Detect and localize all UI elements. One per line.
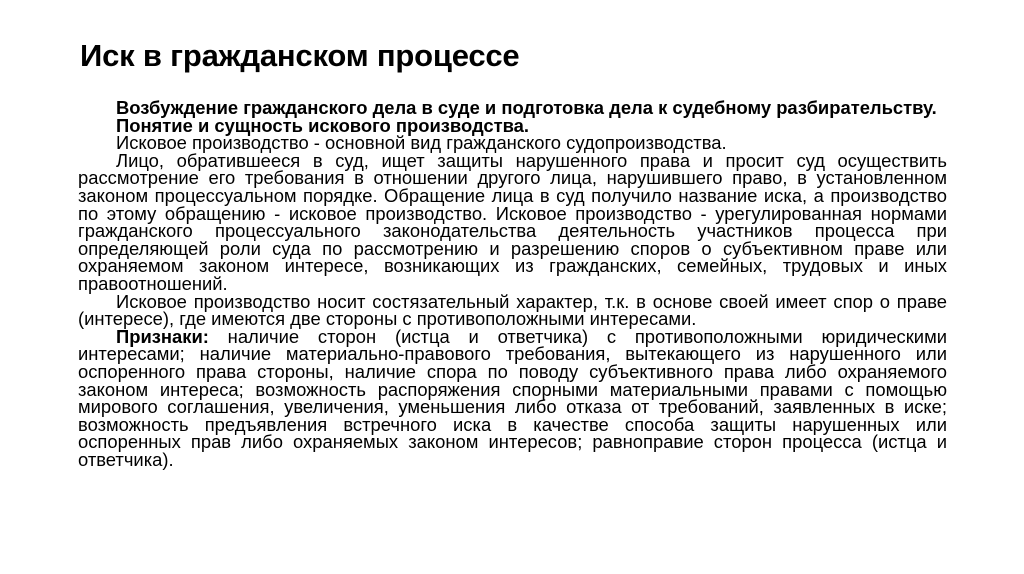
paragraph-main-type: Исковое производство - основной вид гражданского судопроизводства.: [116, 132, 727, 154]
signs-text: наличие сторон (истца и ответчика) с противоположными юридическими интересами; наличие материально-правового требования, вытекающего из нарушенного или оспоренного права стороны, наличие спора по поводу субъективного права либо охраняемого законом интереса; возможность распоряжения спорными материальными правами с помощью мирового соглашения, увеличения, уменьшения либо отказа от требований, заявленных в иске; возможность предъявления встречного иска в качестве способа защиты нарушенных или оспоренных прав либо охраняемых законом интересов; равноправие сторон процесса (истца и ответчика).: [78, 325, 947, 470]
heading-initiation: Возбуждение гражданского дела в суде и подготовка дела к судебному разбирательству.: [116, 97, 937, 118]
slide-title: Иск в гражданском процессе: [80, 38, 520, 73]
slide-body: [78, 99, 947, 468]
paragraph-signs: [78, 325, 947, 470]
signs-label: Признаки:: [116, 325, 209, 347]
paragraph-adversarial: Исковое производство носит состязательный характер, т.к. в основе своей имеет спор о праве (интересе), где имеются две стороны с противоположными интересами.: [78, 290, 947, 330]
heading-concept: Понятие и сущность искового производства.: [116, 114, 530, 136]
paragraph-definition: Лицо, обратившееся в суд, ищет защиты нарушенного права и просит суд осуществить рассмотрение его требования в отношении другого лица, нарушившего право, в установленном законом процессуальном порядке. Обращение лица в суд получило название иска, а производство по этому обращению - исковое производство. Исковое производство - урегулированная нормами гражданского процессуального законодательства деятельность участников процесса при определяющей роли суда по рассмотрению и разрешению споров о субъективном праве или охраняемом законом интересе, возникающих из гражданских, семейных, трудовых и иных правоотношений.: [78, 149, 947, 294]
